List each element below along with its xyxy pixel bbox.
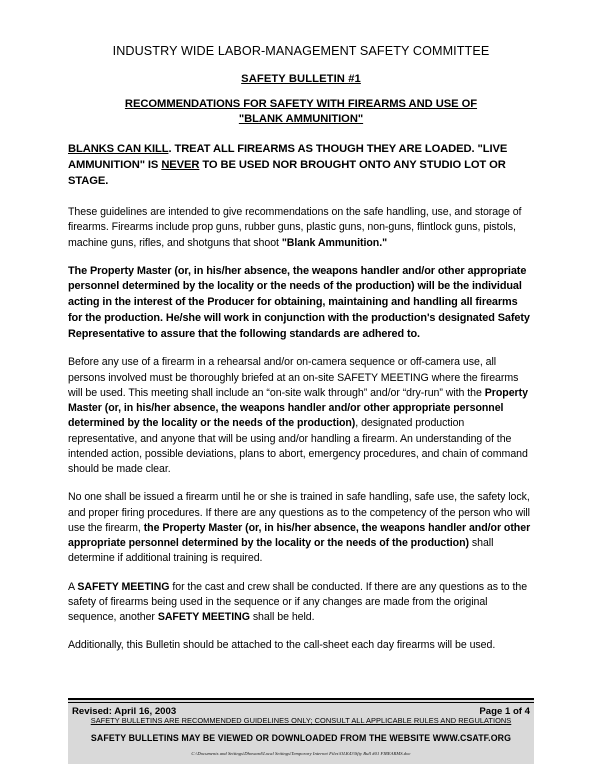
document-body: [68, 44, 534, 667]
guidelines-paragraph: [68, 205, 534, 251]
warning-emphasis: BLANKS CAN KILL: [68, 143, 169, 156]
guidelines-notice: SAFETY BULLETINS ARE RECOMMENDED GUIDELINES ONLY; CONSULT ALL APPLICABLE RULES AND REGULATIONS: [90, 715, 512, 725]
training-paragraph-run-2: shall determine if additional training is required.: [68, 537, 494, 565]
website-notice: SAFETY BULLETINS MAY BE VIEWED OR DOWNLOADED FROM THE WEBSITE WWW.CSATF.ORG: [90, 732, 512, 743]
safety-meeting-briefing-paragraph-run-0: Before any use of a firearm in a rehearsal and/or on-camera sequence or off-camera use, all persons involved must be thoroughly briefed at an on-site SAFETY MEETING where the firearms will be used. This meeting shall include an “on-site walk through” and/or “dry-run” with the: [68, 356, 519, 399]
page-number: Page 1 of 4: [479, 705, 530, 717]
bulletin-title: SAFETY BULLETIN #1: [241, 72, 361, 85]
safety-meeting-briefing-paragraph-run-2: , designated production representative, and anyone that will be using and/or handling a firearm. An understanding of the intended action, possible deviations, plans to abort, emergency procedures, and chain of command should be made clear.: [68, 417, 528, 476]
safety-meeting-paragraph: [68, 580, 534, 626]
training-paragraph-run-1: the Property Master (or, in his/her absence, the weapons handler and/or other appropriate personnel determined by the locality or the needs of the production): [68, 521, 531, 550]
safety-meeting-paragraph-run-4: shall be held.: [249, 611, 315, 624]
training-paragraph-run-0: No one shall be issued a firearm until he or she is trained in safe handling, safe use, the safety lock, and proper firing procedures. If there are any questions as to the competency of the person who will use the firearm,: [68, 491, 530, 534]
file-path: C:\Documents and Settings\Dhoward\Local Settings\Temporary Internet Files\OLK43\Sfty Bull #01 FIREARMS.doc: [191, 750, 411, 756]
page-title: INDUSTRY WIDE LABOR-MANAGEMENT SAFETY COMMITTEE: [112, 44, 490, 58]
warning-tail: TO BE USED NOR BROUGHT ONTO ANY STUDIO LOT OR STAGE.: [68, 159, 506, 188]
recommendation-title-line-2: "BLANK AMMUNITION": [238, 112, 364, 125]
document-footer: [68, 698, 534, 764]
safety-meeting-briefing-paragraph-run-1: Property Master (or, in his/her absence, the weapons handler and/or other appropriate personnel determined by the locality or the needs of the production): [68, 386, 528, 430]
guidelines-paragraph-run-0: These guidelines are intended to give recommendations on the safe handling, use, and storage of firearms. Firearms include prop guns, rubber guns, plastic guns, non-guns, flintlock guns, pistols, machine guns, rifles, and shotguns that shoot: [68, 206, 522, 249]
revised-date: Revised: April 16, 2003: [72, 705, 177, 717]
safety-meeting-briefing-paragraph: [68, 355, 534, 477]
call-sheet-paragraph: [68, 638, 534, 653]
paragraph-container: [68, 205, 534, 654]
safety-meeting-paragraph-run-1: SAFETY MEETING: [77, 580, 170, 593]
recommendation-title-line-1: RECOMMENDATIONS FOR SAFETY WITH FIREARMS AND USE OF: [124, 97, 478, 110]
safety-meeting-paragraph-run-0: A: [68, 580, 78, 593]
property-master-paragraph-run-0: The Property Master (or, in his/her absence, the weapons handler and/or other appropriate personnel determined by the locality or the needs of the production) will be the individual acting in the interest of the Producer for obtaining, maintaining and handling all firearms for the production. He/she will work in conjunction with the production's designated Safety Representative to assure that the following standards are adhered to.: [68, 264, 530, 340]
call-sheet-paragraph-run-0: Additionally, this Bulletin should be attached to the call-sheet each day firearms will be used.: [68, 639, 496, 652]
property-master-paragraph: [68, 264, 534, 343]
safety-meeting-paragraph-run-3: SAFETY MEETING: [157, 611, 250, 624]
recommendation-title: [68, 97, 534, 127]
warning-never: NEVER: [161, 159, 200, 172]
footer-meta-row: [68, 703, 534, 717]
warning-rest: . TREAT ALL FIREARMS AS THOUGH THEY ARE LOADED. "LIVE AMMUNITION" IS: [68, 143, 508, 172]
guidelines-paragraph-run-1: "Blank Ammunition.": [281, 236, 388, 249]
training-paragraph: [68, 490, 534, 566]
warning-statement: [68, 142, 534, 190]
safety-meeting-paragraph-run-2: for the cast and crew shall be conducted. If there are any questions as to the safety of firearms being used in the sequence or if any changes are made from the original sequence, another: [68, 580, 528, 624]
